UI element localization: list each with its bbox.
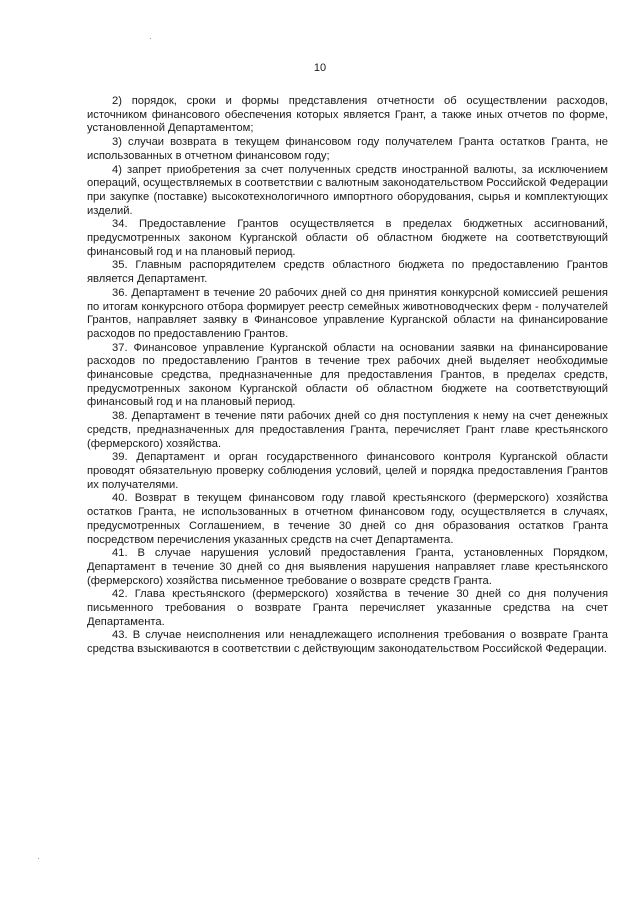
page-number: 10 — [313, 62, 327, 74]
paragraph-35: 35. Главным распорядителем средств областного бюджета по предоставлению Грантов является Департамент. — [87, 259, 608, 286]
paragraph-37: 37. Финансовое управление Курганской области на основании заявки на финансирование расходов по предоставлению Грантов в течение трех рабочих дней выделяет необходимые финансовые средства, предназначенные для предоставления Грантов, в пределах средств, предусмотренных законом Курганской области об областном бюджете на соответствующий финансовый год и на плановый период. — [87, 341, 608, 409]
paragraph-item-4: 4) запрет приобретения за счет полученных средств иностранной валюты, за исключением операций, осуществляемых в соответствии с валютным законодательством Российской Федерации при закупке (поставке) высокотехнологичного импортного оборудования, сырья и комплектующих изделий. — [87, 163, 608, 217]
scan-speck — [150, 38, 151, 39]
paragraph-item-2: 2) порядок, сроки и формы представления отчетности об осуществлении расходов, источником финансового обеспечения которых является Грант, а также иных отчетов по форме, установленной Департаментом; — [87, 95, 608, 135]
scan-speck — [38, 858, 39, 859]
paragraph-34: 34. Предоставление Грантов осуществляется в пределах бюджетных ассигнований, предусмотренных законом Курганской области об областном бюджете на соответствующий финансовый год и на плановый период. — [87, 218, 608, 258]
paragraph-39: 39. Департамент и орган государственного финансового контроля Курганской области проводят обязательную проверку соблюдения условий, целей и порядка предоставления Грантов их получателями. — [87, 451, 608, 491]
paragraph-41: 41. В случае нарушения условий предоставления Гранта, установленных Порядком, Департамент в течение 30 дней со дня выявления нарушения направляет главе крестьянского (фермерского) хозяйства письменное требование о возврате средств Гранта. — [87, 547, 608, 587]
paragraph-38: 38. Департамент в течение пяти рабочих дней со дня поступления к нему на счет денежных средств, предназначенных для предоставления Гранта, перечисляет Грант главе крестьянского (фермерского) хозяйства. — [87, 410, 608, 450]
paragraph-42: 42. Глава крестьянского (фермерского) хозяйства в течение 30 дней со дня получения письменного требования о возврате Гранта перечисляет указанные средства на счет Департамента. — [87, 588, 608, 628]
paragraph-36: 36. Департамент в течение 20 рабочих дней со дня принятия конкурсной комиссией решения по итогам конкурсного отбора формирует реестр семейных животноводческих ферм - получателей Грантов, направляет заявку в Финансовое управление Курганской области на финансирование расходов по предоставлению Грантов. — [87, 286, 608, 340]
paragraph-43: 43. В случае неисполнения или ненадлежащего исполнения требования о возврате Гранта средства взыскиваются в соответствии с действующим законодательством Российской Федерации. — [87, 629, 608, 656]
paragraph-40: 40. Возврат в текущем финансовом году главой крестьянского (фермерского) хозяйства остатков Гранта, не использованных в отчетном финансовом году, осуществляется в случаях, предусмотренных Соглашением, в течение 30 дней со дня образования остатков Гранта посредством перечисления указанных средств на счет Департамента. — [87, 492, 608, 546]
paragraph-item-3: 3) случаи возврата в текущем финансовом году получателем Гранта остатков Гранта, не использованных в отчетном финансовом году; — [87, 136, 608, 162]
document-body — [87, 95, 608, 657]
